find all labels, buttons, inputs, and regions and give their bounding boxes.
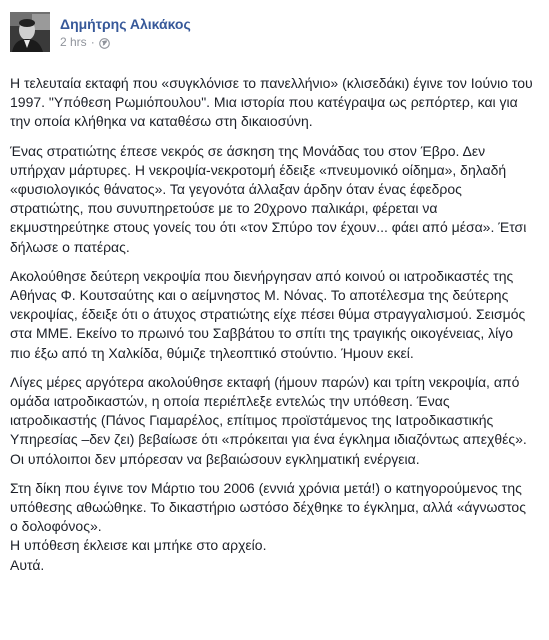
avatar-photo-icon: [10, 12, 50, 52]
post-meta: [60, 12, 191, 50]
post-timestamp-link[interactable]: 2 hrs: [60, 35, 87, 49]
globe-icon[interactable]: [99, 37, 110, 48]
separator-dot: ·: [90, 35, 95, 49]
post-body: [10, 74, 535, 575]
post-header: [10, 12, 535, 60]
post-paragraph: Η τελευταία εκταφή που «συγκλόνισε το πανελλήνιο» (κλισεδάκι) έγινε τον Ιούνιο του 1997. "Υπόθεση Ρωμιόπουλου". Μια ιστορία που κατέγραψα ως ρεπόρτερ, και για την οποία κλήθηκα να καταθέσω στη δικαιοσύνη.: [10, 75, 533, 130]
avatar[interactable]: [10, 12, 50, 52]
author-name-link[interactable]: Δημήτρης Αλικάκος: [60, 16, 191, 32]
post-paragraph: Λίγες μέρες αργότερα ακολούθησε εκταφή (ήμουν παρών) και τρίτη νεκροψία, από ομάδα ιατροδικαστών, η οποία περιέπλεξε εντελώς την υπόθεση. Ένας ιατροδικαστής (Πάνος Γιαμαρέλος, επίτιμος προϊστάμενος της Ιατροδικαστικής Υπηρεσίας –δεν ζει) βεβαίωσε ότι «πρόκειται για ένα έγκλημα ιδιαζόντως απεχθές». Οι υπόλοιποι δεν μπόρεσαν να βεβαιώσουν εγκληματική ενέργεια.: [10, 373, 527, 467]
post-paragraph: Ακολούθησε δεύτερη νεκροψία που διενήργησαν από κοινού οι ιατροδικαστές της Αθήνας Φ. Κουτσαύτης και ο αείμνηστος Μ. Νόνας. Το αποτέλεσμα της δεύτερης νεκροψίας, έδειξε ότι ο άτυχος στρατιώτης είχε πέσει θύμα στραγγαλισμού. Σεισμός στα ΜΜΕ. Εκείνο το πρωινό του Σαββάτου το σπίτι της τραγικής οικογένειας, λίγο πιο έξω από τη Χαλκίδα, θύμιζε τηλεοπτικό στούντιο. Ήμουν εκεί.: [10, 267, 526, 361]
post-subline: [60, 34, 191, 50]
post-paragraph: Ένας στρατιώτης έπεσε νεκρός σε άσκηση της Μονάδας του στον Έβρο. Δεν υπήρχαν μάρτυρες. Η νεκροψία-νεκροτομή έδειξε «πνευμονικό οίδημα», δηλαδή «φυσιολογικός θάνατος». Τα γεγονότα άλλαξαν άρδην όταν ένας έφεδρος στρατιώτης, που συνυπηρετούσε με το 20χρονο παλικάρι, φέρεται να εκμυστηρεύτηκε στους γονείς του ότι «τον Σπύρο τον έχουν... φάει από μέσα». Έτσι δήλωσε ο πατέρας.: [10, 142, 527, 255]
post-paragraph: Στη δίκη που έγινε τον Μάρτιο του 2006 (εννιά χρόνια μετά!) ο κατηγορούμενος της υπόθεσης αθωώθηκε. Το δικαστήριο ωστόσο δέχθηκε το έγκλημα, αλλά «άγνωστος ο δολοφόνος». Η υπόθεση έκλεισε και μπήκε στο αρχείο. Αυτά.: [10, 479, 526, 573]
